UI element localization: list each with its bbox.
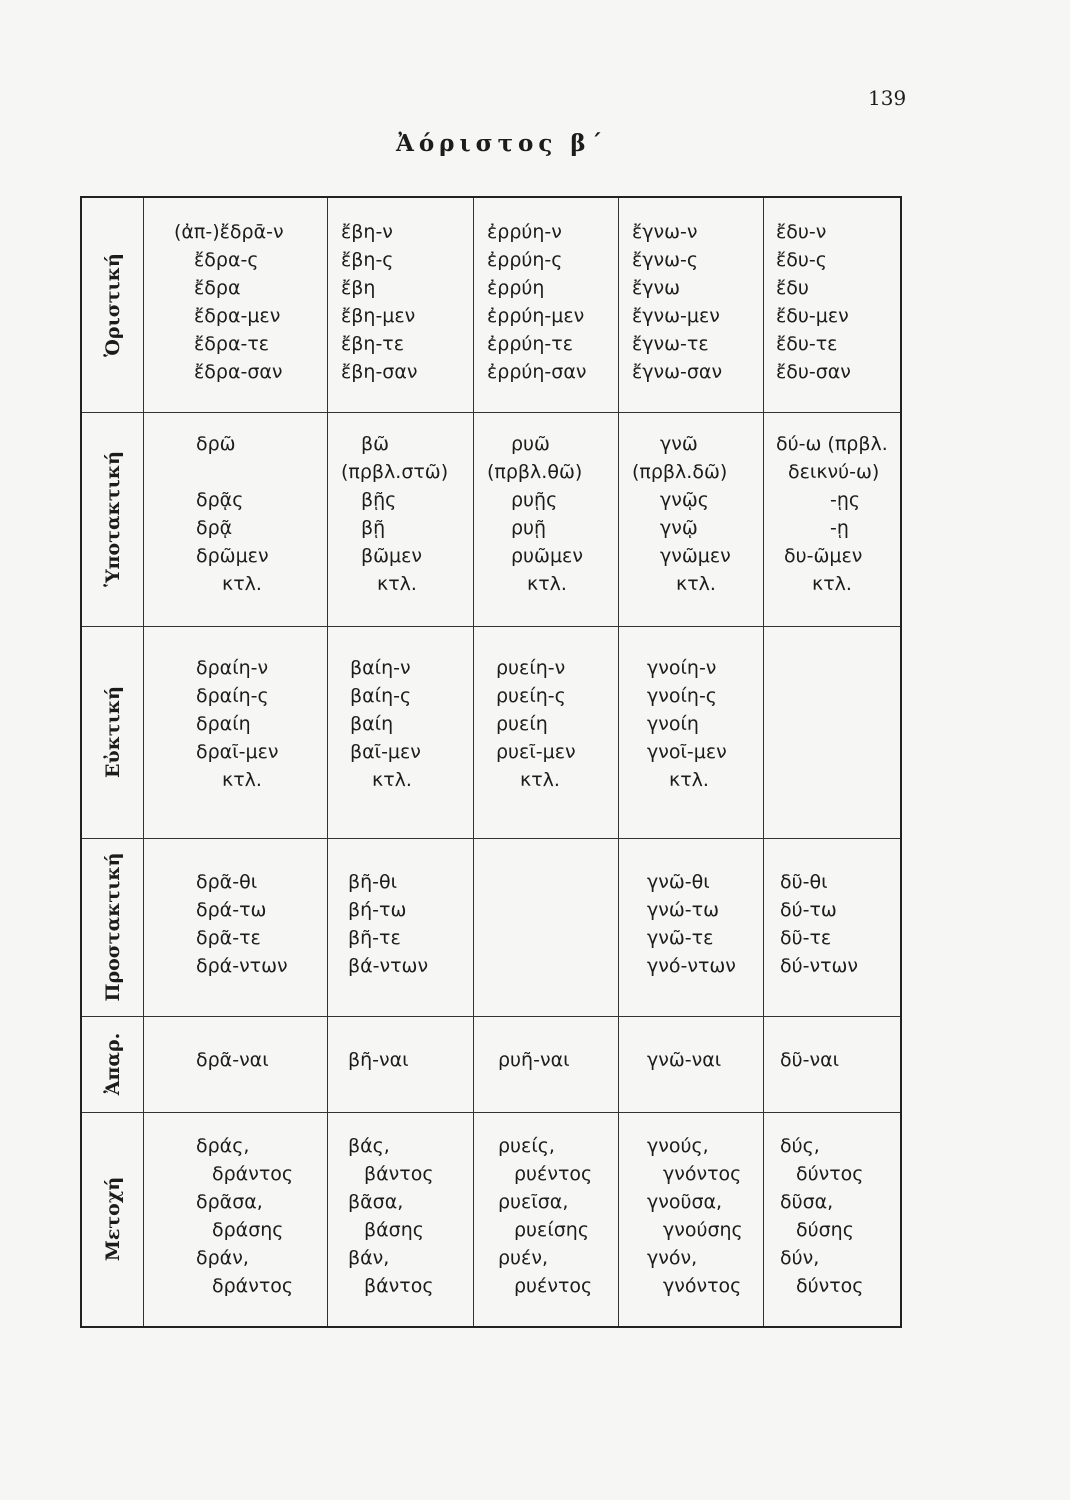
form: ἔδρα-σαν [194,361,283,383]
form: κτλ. [377,573,417,595]
cell [474,1016,619,1112]
form: -ῃ [830,517,849,539]
form: ἔβη [341,277,376,299]
mood-row-infinitive [82,1016,900,1113]
form: γνῶ-τε [647,927,714,949]
form: γνῷς [660,489,709,511]
cell [619,838,764,1016]
form: ἐρρύη-τε [487,333,573,355]
form: ρυῆ-ναι [498,1049,570,1071]
form: δυ-ῶμεν [784,545,863,567]
row-label: Ὑποτακτική [82,412,144,626]
form: δρῶ [196,433,236,455]
form: δρᾶ-ναι [196,1049,269,1071]
row-label: Ὁριστική [82,198,144,412]
page-number: 139 [868,86,907,110]
form: δράντος [212,1275,294,1297]
form: βῆ-τε [348,927,401,949]
form: δρά-τω [196,899,267,921]
form: ἔβη-ς [341,249,394,271]
form: ἔδυ-ν [776,221,827,243]
form: ἔδυ-σαν [776,361,851,383]
cell [474,626,619,838]
form: βῶμεν [361,545,423,567]
mood-row-imperative [82,838,900,1017]
form: βῇς [361,489,397,511]
form: δραίη-ς [196,685,269,707]
form: δῦσα, [780,1191,834,1213]
form: δράν, [196,1247,249,1269]
form: ἔγνω-ς [632,249,699,271]
mood-row-indicative [82,198,900,413]
form: δεικνύ-ω) [788,461,880,483]
row-label: Ἀπαρ. [82,1016,144,1112]
form: δύντος [796,1275,864,1297]
form: δρᾷς [196,489,244,511]
form: (πρβλ.δῶ) [632,461,728,483]
cell [619,1112,764,1326]
form [196,458,327,486]
form: δύν, [780,1247,820,1269]
form: ρυεῖ-μεν [496,741,576,763]
form: ρυείη-ν [496,657,566,679]
form: βῆ-ναι [348,1049,409,1071]
form: ρυείη-ς [496,685,566,707]
form: γνόντος [663,1275,742,1297]
form: γνοίη-ν [647,657,717,679]
row-label: Προστακτική [82,838,144,1016]
row-label: Μετοχή [82,1112,144,1326]
form: ἔδυ [776,277,809,299]
cell [144,412,328,626]
form: ρυεῖσα, [498,1191,569,1213]
form: γνοῦσα, [647,1191,723,1213]
form: ρυέντος [514,1163,593,1185]
form: ἔγνω-τε [632,333,709,355]
form: ἔβη-μεν [341,305,416,327]
form: δραίη-ν [196,657,269,679]
form: δραίη [196,713,251,735]
cell [328,1016,474,1112]
form: βᾶσα, [348,1191,404,1213]
form: δύντος [796,1163,864,1185]
form: γνῶμεν [660,545,731,567]
form: ἔδυ-μεν [776,305,849,327]
form: ρυέν, [498,1247,548,1269]
cell [144,198,328,412]
cell [764,838,902,1016]
form: ἔγνω-μεν [632,305,720,327]
form: ἔδρα [194,277,241,299]
form: βά-ντων [348,955,429,977]
form: γνοίη [647,713,699,735]
form: ἐρρύη-σαν [487,361,587,383]
form: ἔβη-ν [341,221,393,243]
form: γνούσης [663,1219,743,1241]
form: δράντος [212,1163,294,1185]
cell [619,412,764,626]
form: γνοίη-ς [647,685,717,707]
form: βῇ [361,517,386,539]
form: κτλ. [222,573,262,595]
form: ἐρρύη-ν [487,221,562,243]
mood-row-participle [82,1112,900,1326]
form: κτλ. [676,573,716,595]
form: δρᾶ-θι [196,871,258,893]
form: βῆ-θι [348,871,398,893]
form: γνόν, [647,1247,698,1269]
form: κτλ. [669,769,709,791]
form: δρᾷ [196,517,233,539]
form: βάσης [364,1219,424,1241]
form: δῦ-θι [780,871,828,893]
form: ρυῇς [511,489,558,511]
form: βάν, [348,1247,390,1269]
form: γνοῖ-μεν [647,741,727,763]
form: δράς, [196,1135,250,1157]
cell [144,838,328,1016]
form: δρᾶσα, [196,1191,263,1213]
form: γνώ-τω [647,899,719,921]
form: ἐρρύη-ς [487,249,563,271]
form: δράσης [212,1219,284,1241]
mood-row-subjunctive [82,412,900,627]
form: (πρβλ.στῶ) [341,461,449,483]
form: βάς, [348,1135,390,1157]
form: ρυέντος [514,1275,593,1297]
cell [474,1112,619,1326]
cell [144,1016,328,1112]
mood-row-optative [82,626,900,839]
form: βαίη-ς [350,685,412,707]
form: γνῶ-θι [647,871,710,893]
form: (ἀπ-)ἔδρᾱ-ν [174,221,284,243]
cell [764,1016,902,1112]
form: δρά-ντων [196,955,288,977]
form: βάντος [364,1163,434,1185]
form: κτλ. [372,769,412,791]
form: γνῷ [660,517,698,539]
form: ἔγνω-ν [632,221,698,243]
form: βάντος [364,1275,434,1297]
cell [328,198,474,412]
form: ρυείς, [498,1135,555,1157]
cell [764,626,902,838]
cell [144,626,328,838]
cell [764,412,902,626]
cell [764,1112,902,1326]
form: ἔβη-σαν [341,361,418,383]
cell [474,412,619,626]
form: ρυείσης [514,1219,589,1241]
form: δύ-ω (πρβλ. [776,433,888,455]
page-title: Ἀόριστος β΄ [396,130,608,157]
conjugation-table [80,196,902,1328]
form: δρῶμεν [196,545,269,567]
form: γνῶ [660,433,698,455]
form: δῦ-τε [780,927,832,949]
cell [764,198,902,412]
cell [619,198,764,412]
row-label: Εὐκτική [82,626,144,838]
form: δῦ-ναι [780,1049,840,1071]
form: ἔδυ-ς [776,249,827,271]
form: ἐρρύη [487,277,545,299]
form: ἐρρύη-μεν [487,305,585,327]
form: ἔδρα-ς [194,249,259,271]
form: κτλ. [527,573,567,595]
form: ἔβη-τε [341,333,405,355]
form: βαίη-ν [350,657,411,679]
cell [474,198,619,412]
form: ρυείη [496,713,548,735]
form: δύ-ντων [780,955,859,977]
form: ρυῶ [511,433,550,455]
cell [619,1016,764,1112]
form: βαίη [350,713,394,735]
cell [328,626,474,838]
form: γνόντος [663,1163,742,1185]
form: ρυῶμεν [511,545,583,567]
form: βή-τω [348,899,407,921]
form: δραῖ-μεν [196,741,279,763]
form: ἔδρα-μεν [194,305,281,327]
cell [328,838,474,1016]
cell [328,412,474,626]
form: κτλ. [520,769,560,791]
form: κτλ. [812,573,852,595]
form: (πρβλ.θῶ) [487,461,583,483]
form: ἔδρα-τε [194,333,270,355]
form: κτλ. [222,769,262,791]
form: γνούς, [647,1135,709,1157]
form: δύ-τω [780,899,837,921]
form: ρυῇ [511,517,547,539]
form: ἔδυ-τε [776,333,838,355]
cell [474,838,619,1016]
cell [328,1112,474,1326]
form: -ῃς [830,489,861,511]
form: γνῶ-ναι [647,1049,722,1071]
form: βῶ [361,433,390,455]
form: δύς, [780,1135,820,1157]
form: βαῖ-μεν [350,741,421,763]
form: ἔγνω-σαν [632,361,723,383]
form: γνό-ντων [647,955,736,977]
cell [619,626,764,838]
form: δύσης [796,1219,854,1241]
cell [144,1112,328,1326]
form: δρᾶ-τε [196,927,261,949]
form: ἔγνω [632,277,681,299]
